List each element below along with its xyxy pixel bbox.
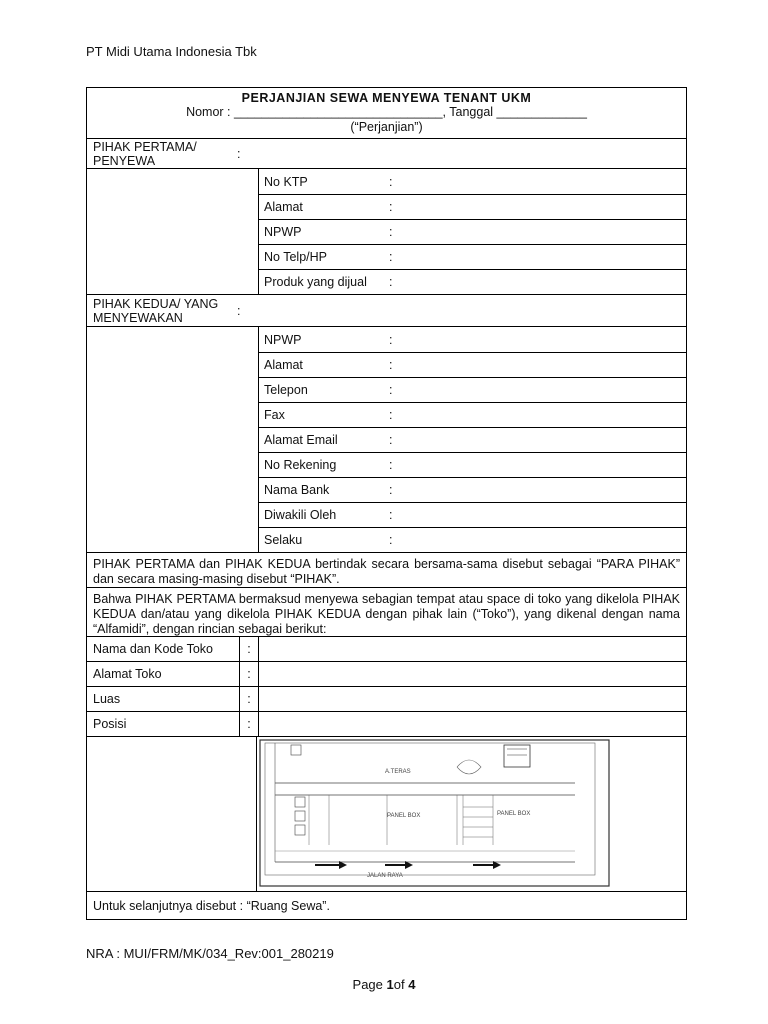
page-number (0, 977, 768, 992)
field-row[interactable] (259, 427, 686, 452)
page-prefix: Page (352, 977, 383, 992)
field-colon: : (389, 483, 393, 497)
field-colon: : (389, 358, 393, 372)
field-row[interactable] (259, 244, 686, 269)
field-row[interactable] (259, 402, 686, 427)
field-row[interactable] (259, 452, 686, 477)
floor-plan-drawing (257, 737, 686, 892)
field-row[interactable] (259, 352, 686, 377)
pihak-kedua-colon: : (237, 303, 241, 318)
store-row[interactable] (87, 636, 686, 661)
field-row[interactable] (259, 219, 686, 244)
field-label: Diwakili Oleh (264, 508, 337, 522)
page-of: of (393, 977, 405, 992)
field-label: No KTP (264, 174, 308, 189)
store-field-colon: : (240, 637, 259, 661)
floor-plan-row (87, 736, 686, 891)
page-current: 1 (386, 977, 394, 992)
field-label: No Telp/HP (264, 250, 327, 264)
pihak-kedua-label: PIHAK KEDUA/ YANG MENYEWAKAN (93, 296, 219, 325)
field-colon: : (389, 332, 393, 347)
field-colon: : (389, 174, 393, 189)
field-row[interactable] (259, 194, 686, 219)
store-row[interactable] (87, 661, 686, 686)
pihak-kedua-fields (87, 326, 686, 552)
title-block (87, 88, 686, 138)
field-label: Produk yang dijual (264, 275, 367, 289)
closing-line: Untuk selanjutnya disebut : “Ruang Sewa”. (87, 891, 686, 919)
nra-footer: NRA : MUI/FRM/MK/034_Rev:001_280219 (86, 946, 334, 961)
blank-cell (87, 327, 259, 552)
pihak-kedua-header (87, 294, 686, 326)
pihak-pertama-colon: : (237, 146, 241, 161)
store-field-label: Alamat Toko (87, 662, 240, 686)
blank-cell (87, 737, 257, 891)
field-label: NPWP (264, 332, 302, 347)
field-label: Fax (264, 408, 285, 422)
store-field-colon: : (240, 662, 259, 686)
document-short-name: (“Perjanjian”) (350, 120, 423, 134)
blank-cell (87, 169, 259, 294)
field-row[interactable] (259, 377, 686, 402)
pihak-pertama-header (87, 138, 686, 168)
field-colon: : (389, 408, 393, 422)
floor-plan-label: A.TERAS (385, 769, 411, 775)
page-total: 4 (408, 977, 416, 992)
store-field-label: Luas (87, 687, 240, 711)
field-label: NPWP (264, 225, 302, 239)
store-field-colon: : (240, 712, 259, 736)
field-row[interactable] (259, 527, 686, 552)
field-row[interactable] (259, 169, 686, 194)
field-colon: : (389, 458, 393, 472)
field-label: Alamat (264, 358, 303, 372)
field-label: Alamat (264, 200, 303, 214)
store-field-colon: : (240, 687, 259, 711)
field-colon: : (389, 275, 393, 289)
field-row[interactable] (259, 477, 686, 502)
floor-plan-label: PANEL BOX (497, 811, 531, 817)
field-label: Nama Bank (264, 483, 330, 497)
para-pihak-paragraph: PIHAK PERTAMA dan PIHAK KEDUA bertindak secara bersama-sama disebut sebagai “PARA PIHAK” dan secara masing-masing disebut “PIHAK”. (87, 552, 686, 587)
document-title: PERJANJIAN SEWA MENYEWA TENANT UKM (241, 91, 532, 105)
field-colon: : (389, 200, 393, 214)
pihak-pertama-label: PIHAK PERTAMA/ PENYEWA (93, 139, 197, 168)
field-row[interactable] (259, 502, 686, 527)
field-row[interactable] (259, 269, 686, 294)
field-colon: : (389, 250, 393, 264)
field-label: Selaku (264, 533, 303, 547)
field-colon: : (389, 225, 393, 239)
field-colon: : (389, 383, 393, 397)
field-label: Telepon (264, 383, 308, 397)
agreement-form (86, 87, 687, 920)
store-row[interactable] (87, 686, 686, 711)
pihak-pertama-fields (87, 168, 686, 294)
floor-plan-label: PANEL BOX (387, 813, 421, 819)
floor-plan-label: JALAN RAYA (367, 873, 403, 879)
store-field-label: Nama dan Kode Toko (87, 637, 240, 661)
store-row[interactable] (87, 711, 686, 736)
field-label: No Rekening (264, 458, 337, 472)
company-name: PT Midi Utama Indonesia Tbk (86, 44, 257, 59)
nomor-line: Nomor : ______________________________, Tanggal _____________ (186, 105, 587, 119)
bahwa-paragraph: Bahwa PIHAK PERTAMA bermaksud menyewa sebagian tempat atau space di toko yang dikelola PIHAK KEDUA dan/atau yang dikelola PIHAK KEDUA dengan pihak lain (“Toko”), yang dikenal dengan nama “Alfamidi”, dengan rincian sebagai berikut: (87, 587, 686, 636)
field-row[interactable] (259, 327, 686, 352)
field-colon: : (389, 533, 393, 547)
field-colon: : (389, 433, 393, 447)
store-field-label: Posisi (87, 712, 240, 736)
field-label: Alamat Email (264, 433, 338, 447)
field-colon: : (389, 508, 393, 522)
floor-plan (257, 737, 686, 891)
